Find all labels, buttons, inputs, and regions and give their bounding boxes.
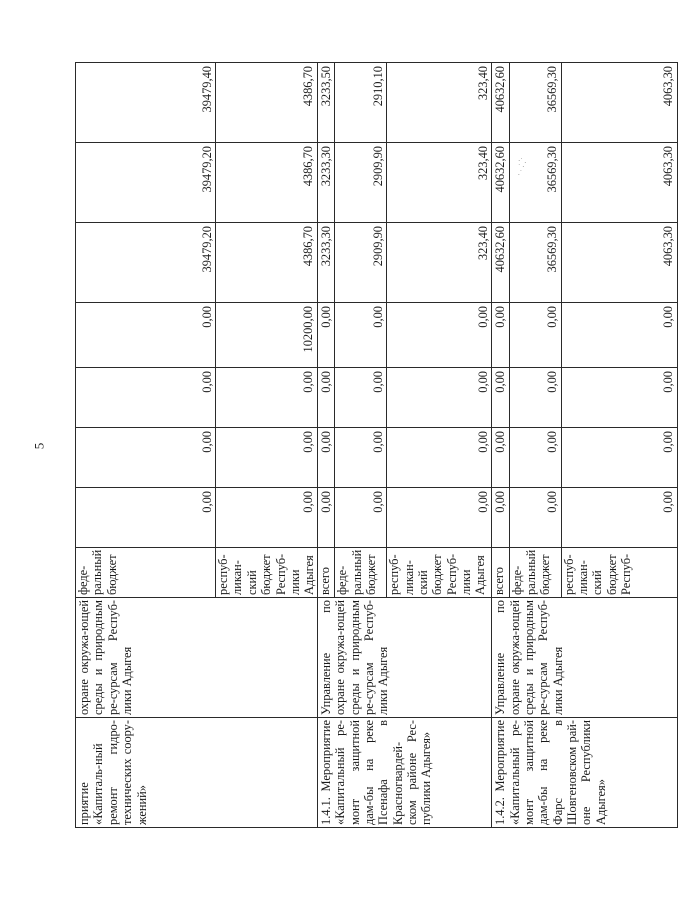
value-cell: 0,00 [335,368,387,428]
value-cell: 4386,70 [216,223,318,303]
source-cell: феде-ральный бюджет [335,548,387,598]
table-row [492,63,509,828]
source-cell: респуб-ликан-ский бюджет Респуб- [561,548,677,598]
measure-name-cell: приятие «Капиталь-ный ремонт гидро-технических соору-жений» [76,718,318,828]
value-cell: 4386,70 [216,63,318,143]
value-cell: 0,00 [317,303,334,368]
value-cell: 0,00 [335,303,387,368]
value-cell: 0,00 [492,488,509,548]
value-cell: 0,00 [509,303,561,368]
value-cell: 4063,30 [561,223,677,303]
value-cell: 39479,40 [76,63,216,143]
value-cell: 40632,60 [492,143,509,223]
value-cell: 40632,60 [492,63,509,143]
value-cell: 0,00 [335,428,387,488]
value-cell: 0,00 [216,368,318,428]
value-cell: 0,00 [317,488,334,548]
value-cell: 0,00 [76,488,216,548]
table-row [76,63,216,828]
value-cell: 323,40 [387,143,492,223]
value-cell: 2909,90 [335,143,387,223]
value-cell: 323,40 [387,63,492,143]
value-cell: 0,00 [216,488,318,548]
value-cell: 0,00 [492,428,509,488]
source-cell: феде-ральный бюджет [76,548,216,598]
value-cell: 36569,30 [509,63,561,143]
value-cell: 0,00 [509,428,561,488]
source-cell: феде-ральный бюджет [509,548,561,598]
value-cell: 0,00 [76,428,216,488]
value-cell: 0,00 [387,488,492,548]
value-cell: 4063,30 [561,63,677,143]
value-cell: 0,00 [561,428,677,488]
value-cell: 3233,30 [317,143,334,223]
value-cell: 36569,30 [509,143,561,223]
value-cell: 323,40 [387,223,492,303]
executor-cell: Управление по охране окружа-ющей среды и природным ре-сурсам Респуб-лики Адыгея [317,598,491,718]
value-cell: 39479,20 [76,143,216,223]
value-cell: 0,00 [561,488,677,548]
value-cell: 3233,50 [317,63,334,143]
source-cell: всего [492,548,509,598]
source-cell: респуб-ликан-ский бюджет Респуб-лики Адыгея [216,548,318,598]
value-cell: 0,00 [492,303,509,368]
budget-table [75,62,678,828]
value-cell: 2909,90 [335,223,387,303]
value-cell: 0,00 [387,428,492,488]
executor-cell: Управление по охране окружа-ющей среды и природным ре-сурсам Респуб-лики Адыгея [492,598,677,718]
value-cell: 4386,70 [216,143,318,223]
value-cell: 0,00 [335,488,387,548]
value-cell: 36569,30 [509,223,561,303]
executor-cell: охране окружа-ющей среды и природным ре-сурсам Респуб-лики Адыгея [76,598,318,718]
value-cell: 0,00 [216,428,318,488]
value-cell: 0,00 [509,368,561,428]
value-cell: 0,00 [492,368,509,428]
source-cell: респуб-ликан-ский бюджет Респуб-лики Адыгея [387,548,492,598]
value-cell: 0,00 [509,488,561,548]
source-cell: всего [317,548,334,598]
value-cell: 40632,60 [492,223,509,303]
table-row [317,63,334,828]
value-cell: 0,00 [387,303,492,368]
value-cell: 0,00 [76,303,216,368]
scan-artifact: ·˙ . ˙ · .˙ [518,157,527,177]
value-cell: 0,00 [561,368,677,428]
value-cell: 10200,00 [216,303,318,368]
value-cell: 3233,30 [317,223,334,303]
value-cell: 2910,10 [335,63,387,143]
measure-name-cell: 1.4.2. Мероприятие «Капитальный ре-монт защитной дам-бы на реке Фарс в Шовгеновском рай-оне Республики Адыгея» [492,718,677,828]
value-cell: 4063,30 [561,143,677,223]
value-cell: 0,00 [317,428,334,488]
value-cell: 0,00 [561,303,677,368]
measure-name-cell: 1.4.1. Мероприятие «Капитальный ре-монт защитной дам-бы на реке Псенафа в Красногвардей-ском районе Рес-публики Адыгея» [317,718,491,828]
value-cell: 0,00 [76,368,216,428]
value-cell: 0,00 [387,368,492,428]
page-number: 5 [31,442,47,450]
value-cell: 0,00 [317,368,334,428]
value-cell: 39479,20 [76,223,216,303]
